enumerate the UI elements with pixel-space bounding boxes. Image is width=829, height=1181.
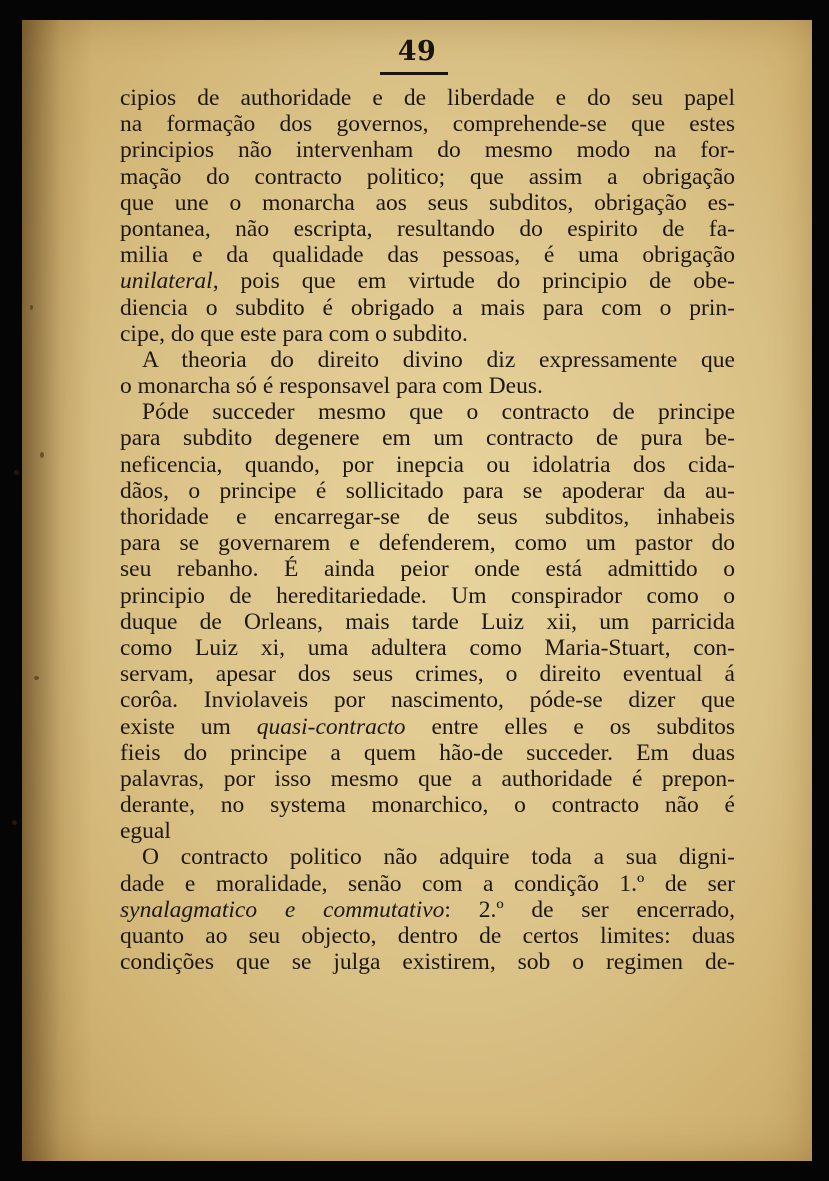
text-line: duque de Orleans, mais tarde Luiz xii, um parricida [120, 608, 735, 635]
text-segment: existe um [120, 713, 257, 740]
page-number: 49 [397, 36, 437, 67]
text-segment: : 2.º de ser encerrado, [444, 896, 735, 923]
text-line: milia e da qualidade das pessoas, é uma obrigação [120, 242, 735, 269]
foxing-speck [12, 820, 17, 825]
text-line: diencia o subdito é obrigado a mais para com o prin- [120, 294, 735, 321]
text-line [120, 268, 735, 294]
text-line: na formação dos governos, comprehende-se que estes [120, 111, 735, 138]
text-line: pontanea, não escripta, resultando do espirito de fa- [120, 215, 735, 242]
text-line: cipe, do que este para com o subdito. [120, 320, 468, 347]
text-line: principio de hereditariedade. Um conspirador como o [120, 582, 735, 609]
text-line: Póde succeder mesmo que o contracto de principe [142, 399, 735, 426]
text-line: O contracto politico não adquire toda a sua digni- [142, 844, 735, 871]
text-line: condições que se julga existirem, sob o regimen de- [120, 949, 735, 976]
text-line: thoridade e encarregar-se de seus subditos, inhabeis [120, 504, 735, 530]
italic-term: synalagmatico e commutativo [120, 896, 445, 923]
text-line: o monarcha só é responsavel para com Deus. [120, 373, 543, 400]
text-line: principios não intervenham do mesmo modo na for- [120, 137, 735, 164]
text-segment: entre elles e os subditos [405, 713, 735, 740]
page-number-rule [380, 72, 448, 75]
binding-gutter-shadow [22, 20, 92, 1161]
foxing-speck [40, 452, 44, 458]
text-line: para subdito degenere em um contracto de pura be- [120, 425, 735, 452]
text-line: seu rebanho. É ainda peior onde está admittido o [120, 556, 735, 583]
text-line: egual [120, 818, 171, 845]
text-line: dãos, o principe é sollicitado para se apoderar da au- [120, 477, 735, 504]
text-line: fieis do principe a quem hão-de succeder. Em duas [120, 739, 735, 766]
text-line: dade e moralidade, senão com a condição 1.º de ser [120, 870, 735, 897]
text-line: palavras, por isso mesmo que a authoridade é prepon- [120, 765, 735, 792]
text-line [120, 897, 735, 923]
text-line: quanto ao seu objecto, dentro de certos limites: duas [120, 923, 735, 949]
italic-term: quasi-contracto [256, 713, 406, 740]
italic-term: unilateral [120, 268, 213, 295]
text-line: mação do contracto politico; que assim a obrigação [120, 163, 735, 190]
text-line [120, 714, 735, 740]
body-text [120, 85, 735, 975]
text-segment: , pois que em virtude do principio de obe- [212, 268, 735, 295]
text-line: derante, no systema monarchico, o contracto não é [120, 792, 735, 819]
text-line: A theoria do direito divino diz expressamente que [142, 346, 735, 373]
text-line: corôa. Inviolaveis por nascimento, póde-se dizer que [120, 687, 735, 714]
foxing-speck [30, 305, 33, 310]
text-line: servam, apesar dos seus crimes, o direito eventual á [120, 661, 735, 688]
text-line: cipios de authoridade e de liberdade e do seu papel [120, 85, 735, 111]
foxing-speck [34, 676, 39, 680]
text-line: neficencia, quando, por inepcia ou idolatria dos cida- [120, 451, 735, 478]
text-line: para se governarem e defenderem, como um pastor do [120, 530, 735, 557]
foxing-speck [14, 470, 19, 475]
text-line: que une o monarcha aos seus subditos, obrigação es- [120, 189, 735, 216]
text-line: como Luiz xi, uma adultera como Maria-Stuart, con- [120, 634, 735, 661]
